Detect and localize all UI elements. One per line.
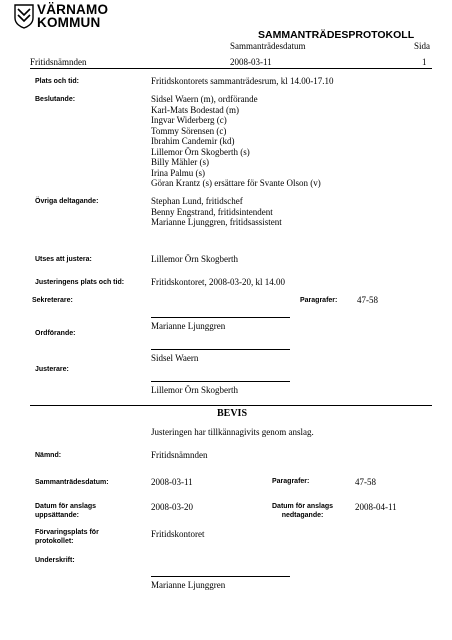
place-value: Fritidskontorets sammanträdesrum, kl 14.00-17.10 <box>151 76 334 86</box>
list-item: Göran Krantz (s) ersättare för Svante Olson (v) <box>151 178 321 188</box>
secretary-signature-line <box>151 317 290 318</box>
list-item: Tommy Sörensen (c) <box>151 125 227 136</box>
deciding-list <box>151 94 321 189</box>
meeting-date-label: Sammanträdesdatum: <box>35 479 109 486</box>
header-date: 2008-03-11 <box>230 57 272 67</box>
storage-label: Förvaringsplats för protokollet: <box>35 529 99 545</box>
board-label: Nämnd: <box>35 452 62 459</box>
header-divider <box>30 68 432 69</box>
list-item: Sidsel Waern (m), ordförande <box>151 94 258 104</box>
adjuster-signature-line <box>151 381 290 382</box>
removed-date: 2008-04-11 <box>355 502 397 512</box>
list-item: Lillemor Örn Skogberth (s) <box>151 146 250 157</box>
others-list <box>151 196 282 228</box>
adjusters-label: Justerare: <box>35 366 69 373</box>
chair-signature-line <box>151 349 290 350</box>
secretary-name: Marianne Ljunggren <box>151 321 226 331</box>
bevis-divider <box>30 405 432 406</box>
others-label: Övriga deltagande: <box>35 198 99 205</box>
place-label: Plats och tid: <box>35 78 79 85</box>
paragraphs-value: 47-58 <box>357 295 378 305</box>
signature-label: Underskrift: <box>35 557 75 564</box>
adjuster-value: Lillemor Örn Skogberth <box>151 254 238 264</box>
chair-name: Sidsel Waern <box>151 353 199 363</box>
document-title: SAMMANTRÄDESPROTOKOLL <box>258 29 415 41</box>
coat-of-arms-icon <box>14 4 34 29</box>
adjuster-name: Lillemor Örn Skogberth <box>151 385 238 395</box>
removed-label: Datum för anslags nedtagande: <box>272 503 334 519</box>
list-item: Benny Engstrand, fritidsintendent <box>151 206 273 217</box>
list-item: Ibrahim Candemir (kd) <box>151 136 235 146</box>
storage-value: Fritidskontoret <box>151 529 205 539</box>
logo-line-2: KOMMUN <box>37 15 101 30</box>
bevis-signer-name: Marianne Ljunggren <box>151 580 226 590</box>
header-page-label: Sida <box>414 41 431 51</box>
meeting-date-value: 2008-03-11 <box>151 477 193 487</box>
bevis-paragraphs-value: 47-58 <box>355 477 376 487</box>
deciding-label: Beslutande: <box>35 96 76 103</box>
posted-label: Datum för anslags uppsättande: <box>35 503 97 519</box>
header-page-number: 1 <box>422 57 427 67</box>
secretary-label: Sekreterare: <box>32 297 73 304</box>
list-item: Karl-Mats Bodestad (m) <box>151 104 239 115</box>
bevis-signature-line <box>151 576 290 577</box>
bevis-title: BEVIS <box>217 408 248 419</box>
list-item: Irina Palmu (s) <box>151 167 205 178</box>
paragraphs-label: Paragrafer: <box>300 297 338 304</box>
bevis-statement: Justeringen har tillkännagivits genom anslag. <box>151 427 314 437</box>
adjust-place-value: Fritidskontoret, 2008-03-20, kl 14.00 <box>151 277 285 287</box>
logo-line-1: VÄRNAMO <box>37 2 109 17</box>
posted-date: 2008-03-20 <box>151 502 193 512</box>
adjust-place-label: Justeringens plats och tid: <box>35 279 125 286</box>
header-date-label: Sammanträdesdatum <box>230 41 306 51</box>
board-value: Fritidsnämnden <box>151 450 208 460</box>
list-item: Ingvar Widerberg (c) <box>151 115 227 125</box>
header-org: Fritidsnämnden <box>30 57 87 67</box>
list-item: Marianne Ljunggren, fritidsassistent <box>151 217 282 227</box>
list-item: Billy Mähler (s) <box>151 157 209 167</box>
chair-label: Ordförande: <box>35 330 76 337</box>
bevis-paragraphs-label: Paragrafer: <box>272 478 310 485</box>
adjuster-label: Utses att justera: <box>35 256 92 263</box>
list-item: Stephan Lund, fritidschef <box>151 196 243 206</box>
